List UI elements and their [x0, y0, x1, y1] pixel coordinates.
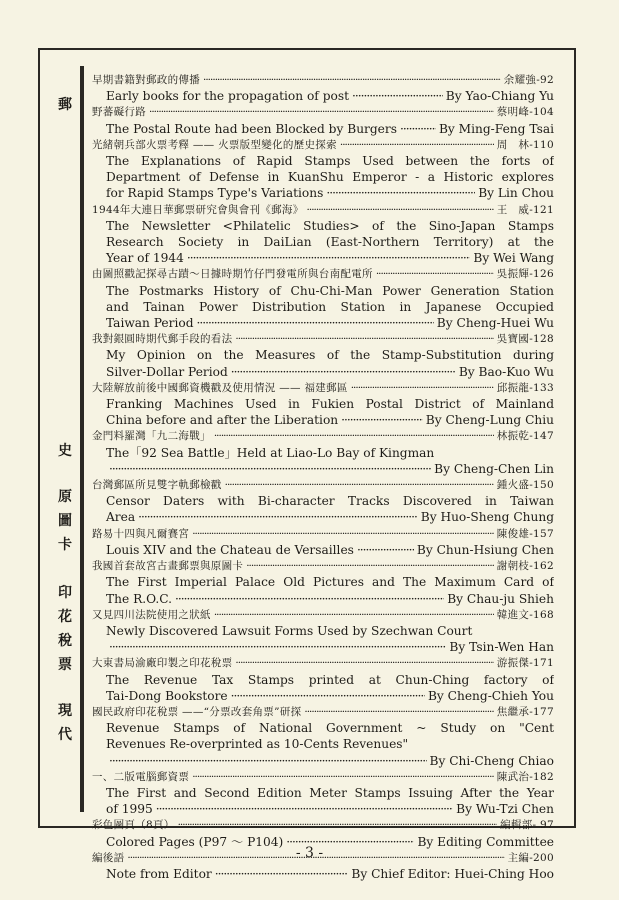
dot-leader — [307, 202, 494, 218]
zh-title-row — [92, 266, 554, 282]
en-title: Louis XIV and the Chateau de Versailles — [106, 542, 354, 557]
zh-author: 焦繼承 — [496, 705, 530, 718]
page-ref: -171 — [529, 657, 554, 670]
zh-author: 韓進文 — [496, 608, 530, 621]
zh-author-page — [497, 526, 554, 542]
zh-author: 陳武治 — [496, 770, 530, 783]
zh-title: 大東書局渝廠印製之印花稅票 — [92, 657, 233, 670]
en-title-continued: Tai-Dong Bookstore — [106, 688, 228, 703]
en-author-row — [92, 801, 554, 817]
en-author: By Editing Committee — [417, 834, 554, 849]
page-ref: -126 — [529, 268, 554, 281]
en-title-continued: Taiwan Period — [106, 316, 194, 331]
en-author: By Chi-Cheng Chiao — [429, 753, 554, 768]
zh-title-row — [92, 655, 554, 671]
dot-leader — [231, 364, 456, 380]
zh-title: 路易十四與凡爾賽宮 — [92, 527, 190, 540]
zh-title-row — [92, 202, 554, 218]
en-title: Early books for the propagation of post — [106, 89, 349, 104]
en-author: By Cheng-Chieh You — [427, 688, 554, 703]
en-title: Censor Daters with Bi-character Tracks Discovered in Taiwan — [106, 494, 554, 509]
section-rule — [80, 66, 84, 812]
page-ref: -182 — [529, 770, 554, 783]
en-author: By Chun-Hsiung Chen — [416, 542, 554, 557]
zh-author: 游振傑 — [496, 657, 530, 670]
toc-entry — [92, 331, 554, 380]
zh-author: 吳寶國 — [496, 333, 530, 346]
page-ref: -147 — [529, 430, 554, 443]
zh-author: 編輯部 — [500, 819, 533, 832]
zh-title-row — [92, 380, 554, 396]
zh-title-row — [92, 72, 554, 88]
table-of-contents — [92, 72, 554, 882]
en-author: By Cheng-Chen Lin — [434, 461, 554, 476]
dot-leader — [214, 428, 494, 444]
en-author-row — [92, 509, 554, 525]
zh-author-page — [504, 72, 554, 88]
dot-leader — [351, 380, 494, 396]
dot-leader — [149, 104, 494, 120]
zh-title: 編後語 — [92, 851, 125, 864]
en-title-continued: for Rapid Stamps Type's Variations — [106, 186, 324, 201]
zh-author: 林振乾 — [496, 430, 530, 443]
dot-leader — [192, 769, 494, 785]
en-title: The Revenue Tax Stamps printed at Chun-Ching factory of — [106, 672, 554, 687]
dot-leader — [109, 461, 431, 477]
en-title: Revenue Stamps of National Government ~ Study on "Cent — [106, 721, 554, 736]
en-author-row — [92, 753, 554, 769]
zh-author-page — [497, 380, 554, 396]
zh-author: 王 威 — [496, 203, 530, 216]
en-author: By Chau-ju Shieh — [447, 591, 554, 606]
dot-leader — [231, 688, 425, 704]
zh-title-row — [92, 704, 554, 720]
zh-author-page — [497, 266, 554, 282]
en-author: By Wu-Tzi Chen — [456, 802, 554, 817]
en-title: Newly Discovered Lawsuit Forms Used by Szechwan Court — [106, 623, 473, 638]
dot-leader — [352, 88, 443, 104]
dot-leader — [340, 137, 494, 153]
toc-entry — [92, 428, 554, 477]
zh-author-page — [500, 817, 554, 833]
zh-author-page — [497, 202, 554, 218]
zh-title: 台灣郵區所見雙字軌郵檢戳 — [92, 479, 222, 492]
zh-author: 鍾火盛 — [496, 479, 530, 492]
zh-title-row — [92, 558, 554, 574]
zh-author-page — [497, 331, 554, 347]
page-ref: - 97 — [532, 819, 554, 832]
zh-title: 彩色圖頁（8頁） — [92, 819, 175, 832]
zh-title-row — [92, 769, 554, 785]
section-label-postal: 郵 — [58, 97, 72, 113]
zh-author-page — [497, 137, 554, 153]
zh-author: 余耀強 — [503, 74, 537, 86]
dot-leader — [341, 412, 423, 428]
en-author: By Cheng-Huei Wu — [436, 316, 554, 331]
page-ref: -92 — [536, 74, 554, 86]
toc-entry — [92, 558, 554, 607]
zh-title: 大陸解放前後中國郵資機戳及使用情況 —— 福建郵區 — [92, 381, 348, 394]
dot-leader — [376, 266, 494, 282]
zh-title-row — [92, 104, 554, 120]
dot-leader — [235, 331, 493, 347]
dot-leader — [175, 591, 444, 607]
en-title-continued: Year of 1944 — [106, 251, 184, 266]
toc-entry — [92, 380, 554, 429]
toc-entry — [92, 266, 554, 331]
en-author: By Ming-Feng Tsai — [438, 121, 554, 136]
dot-leader — [187, 250, 470, 266]
section-label-modern: 現 代 — [58, 703, 72, 743]
page-ref: -200 — [529, 851, 554, 864]
en-title: The Postmarks History of Chu-Chi-Man Power Generation Station — [106, 283, 554, 298]
toc-entry — [92, 526, 554, 558]
zh-author: 陳俊雄 — [496, 527, 530, 540]
zh-title-row — [92, 817, 554, 833]
en-author: By Wei Wang — [473, 251, 554, 266]
dot-leader — [304, 704, 493, 720]
zh-title-row — [92, 331, 554, 347]
dot-leader — [400, 121, 436, 137]
en-title: The「92 Sea Battle」Held at Liao-Lo Bay of Kingman — [106, 445, 435, 460]
toc-entry — [92, 137, 554, 202]
en-title: Franking Machines Used in Fukien Postal District of Mainland — [106, 397, 554, 412]
zh-title: 1944年大連日華郵票研究會與會刊《郵海》 — [92, 203, 304, 216]
section-label-maximum-card: 原 圖 卡 — [58, 489, 72, 553]
dot-leader — [225, 477, 494, 493]
dot-leader — [109, 753, 427, 769]
section-label-revenue-stamps: 印 花 稅 票 — [58, 585, 72, 673]
zh-title: 一、二版電腦郵資票 — [92, 770, 190, 783]
dot-leader — [138, 509, 418, 525]
zh-title-row — [92, 607, 554, 623]
page-ref: -110 — [529, 138, 554, 151]
en-title-continued: and Tainan Power Distribution Station in Japanese Occupied — [106, 299, 554, 314]
zh-title: 由圖照戳記探尋古蹟～日據時期竹仔門發電所與台南配電所 — [92, 268, 373, 281]
zh-author: 邱振龍 — [496, 381, 530, 394]
en-title-continued: Revenues Re-overprinted as 10-Cents Revenues" — [106, 737, 409, 752]
zh-author: 主編 — [507, 851, 530, 864]
en-title: The Explanations of Rapid Stamps Used between the forts of — [106, 154, 554, 169]
zh-title: 早期書籍對郵政的傳播 — [92, 74, 200, 86]
zh-title-row — [92, 477, 554, 493]
en-author: By Lin Chou — [478, 186, 554, 201]
dot-leader — [203, 72, 501, 88]
zh-author-page — [497, 104, 554, 120]
zh-author: 謝朝枝 — [496, 560, 530, 573]
zh-author-page — [497, 769, 554, 785]
dot-leader — [197, 315, 434, 331]
page-ref: -168 — [529, 608, 554, 621]
en-title-continued: China before and after the Liberation — [106, 413, 339, 428]
en-author: By Cheng-Lung Chiu — [425, 413, 554, 428]
dot-leader — [357, 542, 414, 558]
en-author-row — [92, 250, 554, 266]
section-label-history: 史 — [58, 443, 72, 459]
zh-title: 又見四川法院使用之狀紙 — [92, 608, 211, 621]
zh-author-page — [497, 428, 554, 444]
toc-entry — [92, 769, 554, 818]
en-title: The Newsletter <Philatelic Studies> of the Sino-Japan Stamps — [106, 218, 554, 233]
zh-title: 野蕃礙行路 — [92, 106, 146, 119]
page-ref: -157 — [529, 527, 554, 540]
en-title-continued: Department of Defense in KuanShu Emperor - a Historic explores — [106, 170, 554, 185]
en-author-row — [92, 315, 554, 331]
en-author-row — [92, 185, 554, 201]
zh-author-page — [497, 558, 554, 574]
page-ref: -121 — [529, 203, 554, 216]
zh-author: 吳振輝 — [496, 268, 530, 281]
en-author: By Yao-Chiang Yu — [445, 89, 554, 104]
zh-title: 國民政府印花稅票 ——“分票改套角票”研探 — [92, 705, 302, 718]
toc-entry — [92, 655, 554, 704]
page-ref: -128 — [529, 333, 554, 346]
dot-leader — [178, 817, 498, 833]
toc-entry — [92, 477, 554, 526]
en-title: My Opinion on the Measures of the Stamp-Substitution during — [106, 348, 554, 363]
dot-leader — [326, 185, 475, 201]
en-title: The First and Second Edition Meter Stamps Issuing After the Year — [106, 785, 554, 800]
en-author: By Chief Editor: Huei-Ching Hoo — [351, 866, 554, 881]
zh-title-row — [92, 526, 554, 542]
en-title-continued: The R.O.C. — [106, 591, 173, 606]
zh-author: 周 林 — [496, 138, 530, 151]
zh-author-page — [497, 607, 554, 623]
en-title-continued: Silver-Dollar Period — [106, 364, 228, 379]
toc-entry — [92, 72, 554, 104]
en-title: Colored Pages (P97 ～ P104) — [106, 834, 284, 849]
dot-leader — [192, 526, 494, 542]
zh-author-page — [497, 704, 554, 720]
zh-title: 我國首套故宮古畫郵票與原圖卡 — [92, 560, 244, 573]
en-title-continued: Research Society in DaiLian (East-Northern Territory) at the — [106, 235, 554, 250]
en-author-row — [92, 688, 554, 704]
zh-author: 蔡明峰 — [496, 106, 530, 119]
en-author: By Huo-Sheng Chung — [420, 510, 554, 525]
en-author-row — [92, 461, 554, 477]
page-ref: -162 — [529, 560, 554, 573]
zh-title: 光緒朝兵部火票考釋 —— 火票版型變化的歷史探索 — [92, 138, 337, 151]
en-author-row — [92, 591, 554, 607]
zh-title: 我對銀圓時期代郵手段的看法 — [92, 333, 233, 346]
en-title-row — [92, 121, 554, 137]
toc-entry — [92, 607, 554, 656]
page-ref: -150 — [529, 479, 554, 492]
dot-leader — [215, 866, 349, 882]
toc-entry — [92, 202, 554, 267]
en-author-row — [92, 412, 554, 428]
en-title-row — [92, 866, 554, 882]
page-ref: -133 — [529, 381, 554, 394]
zh-author-page — [497, 655, 554, 671]
en-title: The First Imperial Palace Old Pictures and The Maximum Card of — [106, 575, 554, 590]
toc-entry — [92, 104, 554, 136]
dot-leader — [156, 801, 453, 817]
dot-leader — [246, 558, 494, 574]
page-ref: -104 — [529, 106, 554, 119]
en-title: Note from Editor — [106, 866, 212, 881]
en-author-row — [92, 639, 554, 655]
dot-leader — [109, 639, 446, 655]
page-number: - 3 - — [295, 845, 324, 861]
en-author: By Tsin-Wen Han — [449, 640, 554, 655]
toc-entry — [92, 704, 554, 769]
page-ref: -177 — [529, 705, 554, 718]
zh-title-row — [92, 428, 554, 444]
dot-leader — [235, 655, 493, 671]
zh-title-row — [92, 137, 554, 153]
zh-author-page — [497, 477, 554, 493]
en-title-row — [92, 88, 554, 104]
en-title-row — [92, 542, 554, 558]
en-title-continued: Area — [106, 510, 136, 525]
en-author: By Bao-Kuo Wu — [458, 364, 554, 379]
en-title-continued: of 1995 — [106, 802, 153, 817]
en-author-row — [92, 364, 554, 380]
en-title: The Postal Route had been Blocked by Burgers — [106, 121, 397, 136]
dot-leader — [214, 607, 494, 623]
zh-title: 金門料羅灣「九二海戰」 — [92, 430, 211, 443]
